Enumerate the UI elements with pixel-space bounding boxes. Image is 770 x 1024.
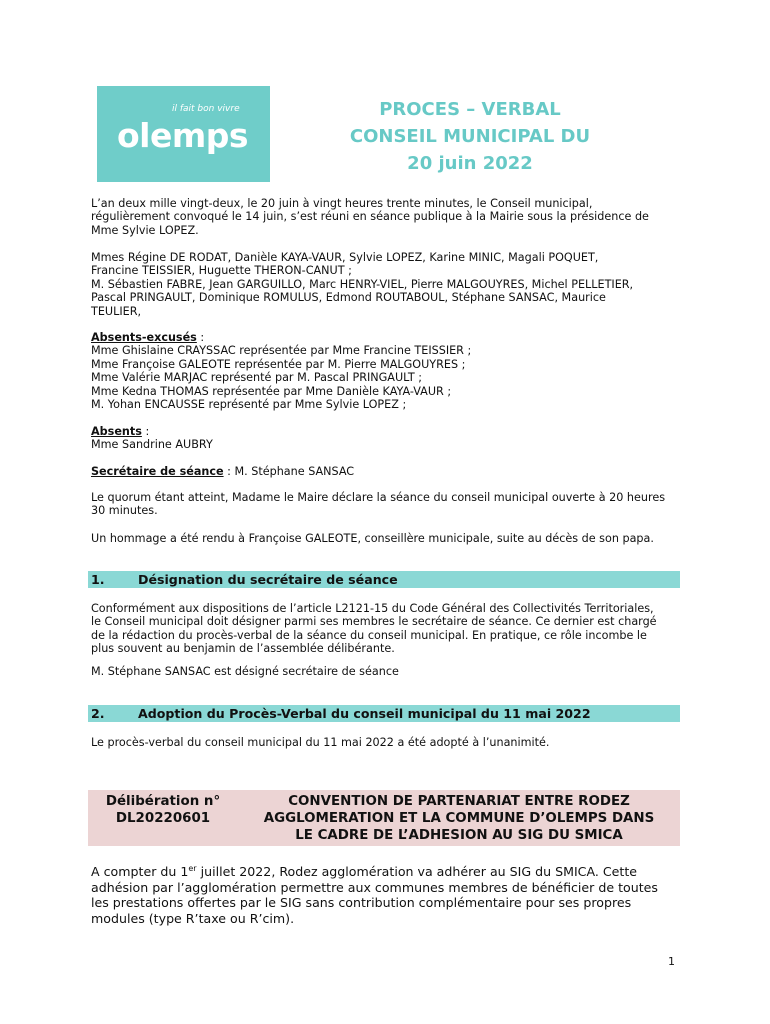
intro-paragraph — [91, 197, 679, 237]
section-1-line: de la rédaction du procès-verbal de la séance du conseil municipal. En pratique, ce rôle incombe le — [91, 628, 647, 642]
body-line1-pre: A compter du 1 — [91, 864, 189, 880]
body-line — [91, 861, 679, 880]
excused-line: Mme Valérie MARJAC représenté par M. Pascal PRINGAULT ; — [91, 371, 422, 385]
excused-line: Mme Kedna THOMAS représentée par Mme Danièle KAYA-VAUR ; — [91, 384, 452, 398]
intro-line: régulièrement convoqué le 14 juin, s’est réuni en séance publique à la Mairie sous la présidence de — [91, 210, 649, 224]
excused-suffix: : — [196, 331, 205, 344]
section-1-line: plus souvent au benjamin de l’assemblée délibérante. — [91, 642, 395, 656]
section-1-line: Conformément aux dispositions de l’article L2121-15 du Code Général des Collectivités Territoriales, — [91, 602, 654, 615]
section-1-result-line: M. Stéphane SANSAC est désigné secrétaire de séance — [91, 665, 399, 678]
quorum-paragraph — [91, 491, 679, 518]
page-number: 1 — [668, 955, 675, 968]
absent-heading: Absents — [91, 425, 142, 438]
present-line: Pascal PRINGAULT, Dominique ROMULUS, Edmond ROUTABOUL, Stéphane SANSAC, Maurice — [91, 291, 606, 305]
section-2-label: Adoption du Procès-Verbal du conseil municipal du 11 mai 2022 — [138, 706, 591, 721]
section-2-number: 2. — [91, 706, 105, 721]
document-title — [290, 96, 650, 177]
excused-list — [91, 331, 679, 411]
tribute-line: Un hommage a été rendu à Françoise GALEOTE, conseillère municipale, suite au décès de son papa. — [91, 532, 654, 545]
logo-tagline: il fait bon vivre — [172, 104, 240, 114]
intro-line: Mme Sylvie LOPEZ. — [91, 223, 199, 237]
tribute-paragraph — [91, 532, 679, 545]
secretary-value: : M. Stéphane SANSAC — [223, 465, 355, 478]
logo-name: olemps — [117, 116, 249, 155]
intro-line: L’an deux mille vingt-deux, le 20 juin à vingt heures trente minutes, le Conseil municipal, — [91, 197, 593, 210]
present-members — [91, 251, 679, 318]
section-2-body — [91, 736, 679, 749]
absent-line: Mme Sandrine AUBRY — [91, 438, 213, 452]
deliberation-title — [238, 793, 680, 844]
present-line: Francine TEISSIER, Huguette THERON-CANUT ; — [91, 264, 352, 278]
present-line: M. Sébastien FABRE, Jean GARGUILLO, Marc HENRY-VIEL, Pierre MALGOUYRES, Michel PELLETIER, — [91, 277, 634, 291]
present-line: TEULIER, — [91, 304, 142, 318]
secretary-line — [91, 465, 679, 478]
deliberation-header — [88, 790, 680, 846]
deliberation-body — [91, 861, 679, 926]
body-line1-sup: er — [188, 864, 197, 873]
section-2-line: Le procès-verbal du conseil municipal du 11 mai 2022 a été adopté à l’unanimité. — [91, 736, 550, 749]
deliberation-code: DL20220601 — [115, 811, 211, 826]
excused-heading: Absents-excusés — [91, 331, 197, 344]
olemps-logo — [97, 86, 270, 182]
body-line: les prestations offertes par le SIG sans contribution complémentaire pour ses propres — [91, 895, 632, 911]
secretary-heading: Secrétaire de séance — [91, 465, 224, 478]
body-line: adhésion par l’agglomération permettre aux communes membres de bénéficier de toutes — [91, 879, 658, 895]
section-1-result — [91, 665, 679, 678]
section-1-number: 1. — [91, 572, 105, 587]
deliberation-label: Délibération n° — [105, 794, 221, 809]
quorum-line: 30 minutes. — [91, 504, 158, 518]
section-1-body — [91, 602, 679, 656]
absent-list — [91, 425, 679, 452]
deliberation-title-line: AGGLOMERATION ET LA COMMUNE D’OLEMPS DANS — [263, 811, 655, 826]
excused-line: M. Yohan ENCAUSSE représenté par Mme Sylvie LOPEZ ; — [91, 398, 407, 412]
excused-line: Mme Ghislaine CRAYSSAC représentée par Mme Francine TEISSIER ; — [91, 344, 472, 358]
title-line-2: CONSEIL MUNICIPAL DU — [349, 126, 591, 147]
section-1-heading — [88, 571, 680, 588]
excused-line: Mme Françoise GALEOTE représentée par M. Pierre MALGOUYRES ; — [91, 357, 466, 371]
deliberation-title-line: LE CADRE DE L’ADHESION AU SIG DU SMICA — [295, 828, 623, 843]
present-line: Mmes Régine DE RODAT, Danièle KAYA-VAUR, Sylvie LOPEZ, Karine MINIC, Magali POQUET, — [91, 251, 599, 264]
title-line-1: PROCES – VERBAL — [379, 99, 561, 120]
quorum-line: Le quorum étant atteint, Madame le Maire déclare la séance du conseil municipal ouverte à 20 heures — [91, 491, 666, 504]
body-line: modules (type R’taxe ou R’cim). — [91, 910, 295, 926]
section-1-label: Désignation du secrétaire de séance — [138, 572, 398, 587]
title-line-3: 20 juin 2022 — [407, 153, 533, 174]
absent-suffix: : — [141, 425, 150, 438]
section-2-heading — [88, 705, 680, 722]
section-1-line: le Conseil municipal doit désigner parmi ses membres le secrétaire de séance. Ce dernier est chargé — [91, 615, 657, 629]
deliberation-number — [88, 793, 238, 827]
body-line1-post: juillet 2022, Rodez agglomération va adhérer au SIG du SMICA. Cette — [196, 864, 638, 880]
deliberation-title-line: CONVENTION DE PARTENARIAT ENTRE RODEZ — [288, 794, 630, 809]
